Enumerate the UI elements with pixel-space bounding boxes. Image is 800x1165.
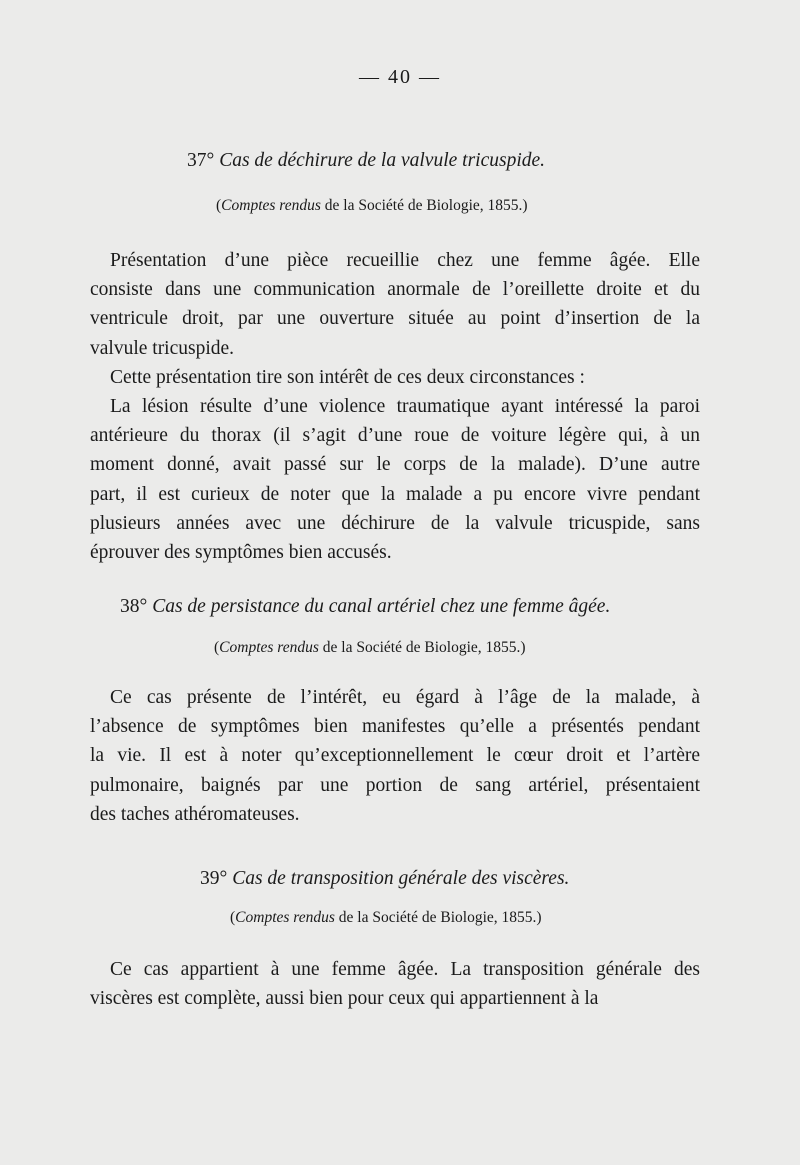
case-39-heading xyxy=(200,868,569,890)
case-38-source-italic: Comptes rendus xyxy=(219,639,319,656)
case-39-number: 39° xyxy=(200,868,228,889)
case-37-paragraph-2 xyxy=(90,363,700,392)
text-line: viscères est complète, aussi bien pour ceux qui appartiennent à la xyxy=(90,988,599,1010)
case-39-title: Cas de transposition générale des viscères. xyxy=(232,868,570,889)
text-line: part, il est curieux de noter que la malade a pu encore vivre pendant xyxy=(90,483,700,505)
text-line: valvule tricuspide. xyxy=(90,337,235,359)
case-37-source-italic: Comptes rendus xyxy=(221,197,321,214)
case-39-source-rest: de la Société de Biologie, 1855. xyxy=(338,909,537,926)
text-line: moment donné, avait passé sur le corps de la malade). D’une autre xyxy=(90,454,700,476)
page-number: — 40 — xyxy=(359,66,441,88)
case-39-source: (Comptes rendus de la Société de Biologie, 1855.) xyxy=(230,909,542,926)
text-line: Ce cas présente de l’intérêt, eu égard à l’âge de la malade, à xyxy=(110,687,700,708)
text-line: Ce cas appartient à une femme âgée. La transposition générale des xyxy=(110,959,700,980)
text-line: consiste dans une communication anormale de l’oreillette droite et du xyxy=(90,279,700,301)
case-38-heading xyxy=(120,596,610,618)
text-line: plusieurs années avec une déchirure de la valvule tricuspide, sans xyxy=(90,512,700,534)
text-line: des taches athéromateuses. xyxy=(90,803,300,825)
case-37-source-rest: de la Société de Biologie, 1855. xyxy=(324,197,523,214)
case-38-source: (Comptes rendus de la Société de Biologie, 1855.) xyxy=(214,639,526,656)
text-line: La lésion résulte d’une violence traumatique ayant intéressé la paroi xyxy=(110,396,700,417)
case-37-title: Cas de déchirure de la valvule tricuspide. xyxy=(219,150,546,171)
case-37-paragraph-1 xyxy=(90,246,700,363)
case-37-source: (Comptes rendus de la Société de Biologie, 1855.) xyxy=(216,197,528,214)
text-line: l’absence de symptômes bien manifestes qu’elle a présentés pendant xyxy=(90,716,700,738)
text-line: ventricule droit, par une ouverture située au point d’insertion de la xyxy=(90,308,700,330)
text-line: Présentation d’une pièce recueillie chez une femme âgée. Elle xyxy=(110,250,700,271)
case-37-paragraph-3 xyxy=(90,392,700,567)
case-38-paragraph-1 xyxy=(90,683,700,829)
text-line: la vie. Il est à noter qu’exceptionnellement le cœur droit et l’artère xyxy=(90,745,700,767)
case-38-title: Cas de persistance du canal artériel chez une femme âgée. xyxy=(152,596,611,617)
case-38-source-rest: de la Société de Biologie, 1855. xyxy=(322,639,521,656)
case-38-number: 38° xyxy=(120,596,148,617)
case-39-source-italic: Comptes rendus xyxy=(235,909,335,926)
text-line: antérieure du thorax (il s’agit d’une roue de voiture légère qui, à un xyxy=(90,425,700,447)
text-line: Cette présentation tire son intérêt de ces deux circonstances : xyxy=(110,367,585,388)
case-39-paragraph-1 xyxy=(90,955,700,1013)
case-37-number: 37° xyxy=(187,150,215,171)
text-line: pulmonaire, baignés par une portion de sang artériel, présentaient xyxy=(90,774,700,796)
case-37-heading xyxy=(187,150,545,172)
text-line: éprouver des symptômes bien accusés. xyxy=(90,542,392,564)
